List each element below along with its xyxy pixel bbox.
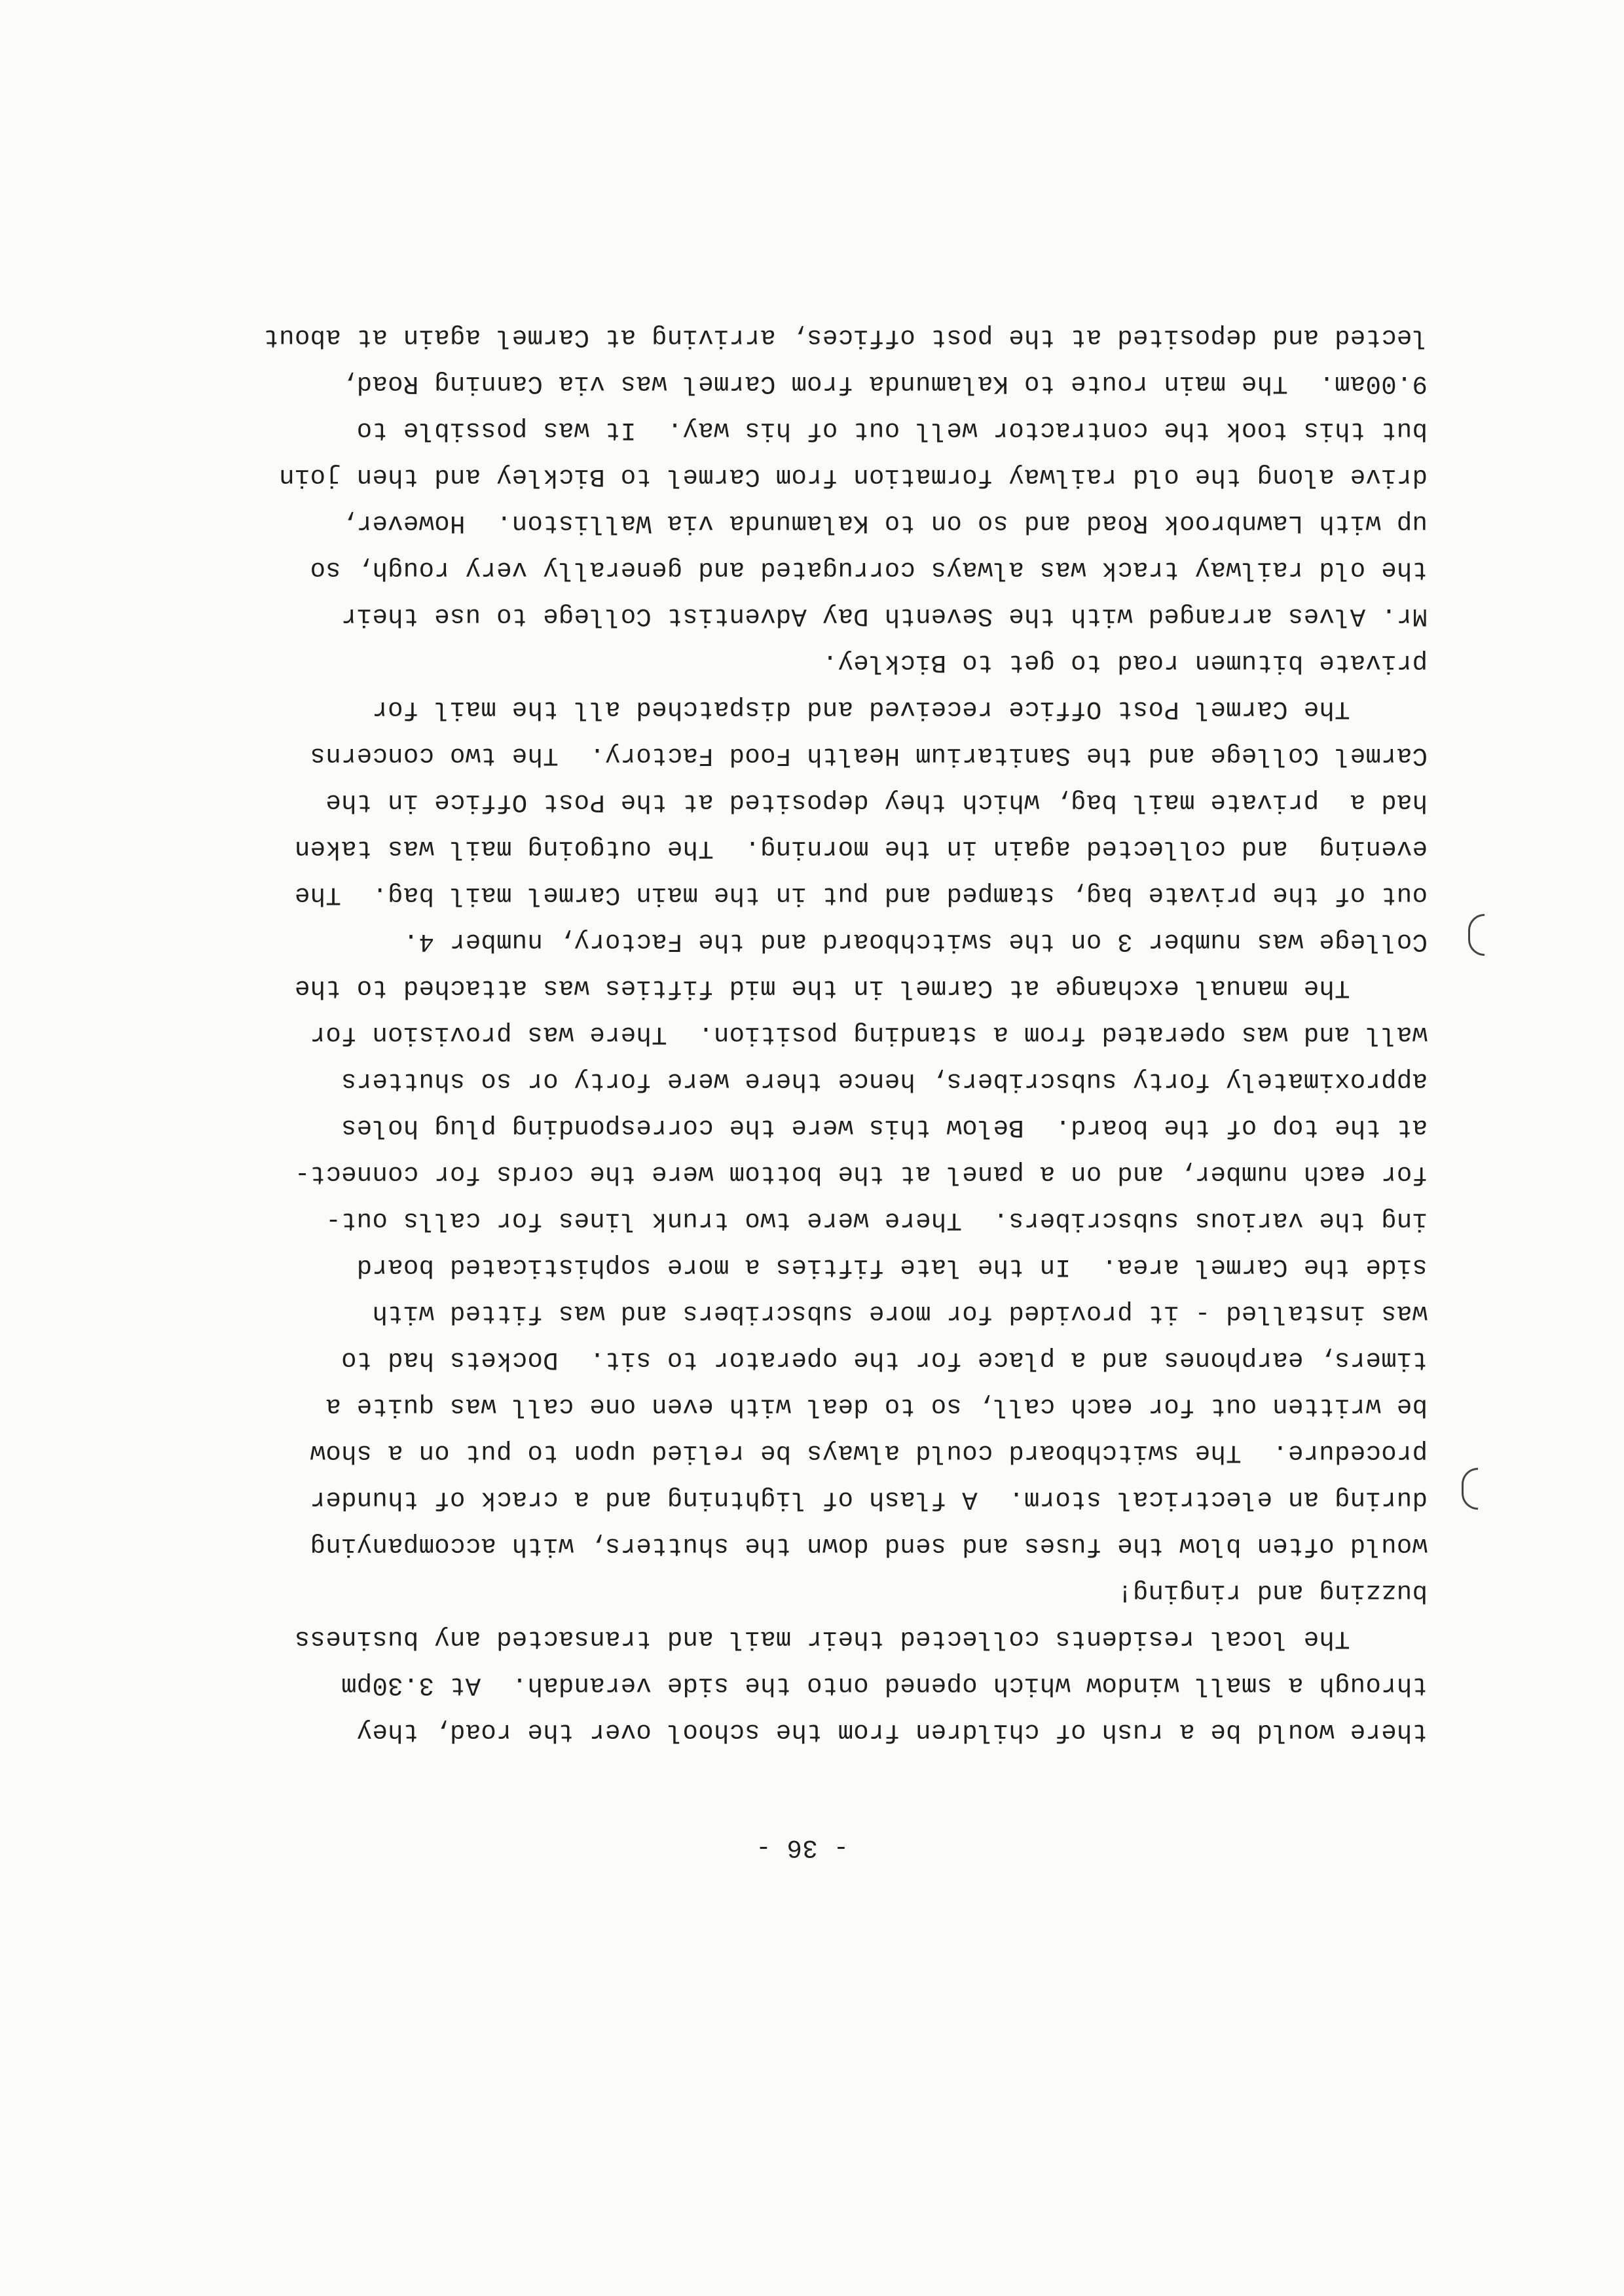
- text-line: procedure. The switchboard could always be relied upon to put on a show: [310, 1438, 1428, 1467]
- text-line: would often blow the fuses and send down the shutters, with accompanying: [310, 1531, 1428, 1560]
- page-number: - 36 -: [755, 1833, 849, 1862]
- text-line: the old railway track was always corrugated and generally very rough, so: [310, 555, 1428, 584]
- typed-text-block: [177, 314, 1428, 1870]
- text-line: side the Carmel area. In the late fifties a more sophisticated board: [356, 1252, 1428, 1281]
- text-line: The Carmel Post Office received and dispatched all the mail for: [372, 695, 1428, 723]
- text-line: ing the various subscribers. There were two trunk lines for calls out-: [325, 1206, 1428, 1235]
- text-line: up with Lawnbrook Road and so on to Kalamunda via Walliston. However,: [341, 509, 1428, 538]
- text-line: evening and collected again in the morning. The outgoing mail was taken: [294, 834, 1428, 863]
- text-line: wall and was operated from a standing position. There was provision for: [310, 1020, 1428, 1049]
- text-line: approximately forty subscribers, hence there were forty or so shutters: [341, 1066, 1428, 1095]
- text-line: The local residents collected their mail and transacted any business: [294, 1624, 1428, 1653]
- text-line: was installed - it provided for more subscribers and was fitted with: [372, 1299, 1428, 1328]
- text-line: there would be a rush of children from the school over the road, they: [356, 1717, 1428, 1746]
- text-line: for each number, and on a panel at the bottom were the cords for connect-: [294, 1159, 1428, 1188]
- text-line: private bitumen road to get to Bickley.: [822, 648, 1428, 677]
- text-line: during an electrical storm. A flash of lightning and a crack of thunder: [310, 1485, 1428, 1514]
- text-line: College was number 3 on the switchboard and the Factory, number 4.: [403, 927, 1428, 956]
- text-line: drive along the old railway formation from Carmel to Bickley and then join: [278, 462, 1428, 491]
- text-line: had a private mail bag, which they deposited at the Post Office in the: [325, 788, 1428, 816]
- text-line: out of the private bag, stamped and put in the main Carmel mail bag. The: [294, 881, 1428, 909]
- text-line: but this took the contractor well out of his way. It was possible to: [356, 416, 1428, 445]
- text-line: Carmel College and the Sanitarium Health Food Factory. The two concerns: [310, 741, 1428, 770]
- text-line: The manual exchange at Carmel in the mid fifties was attached to the: [294, 974, 1428, 1002]
- text-line: be written out for each call, so to deal with even one call was quite a: [325, 1392, 1428, 1421]
- text-line: timers, earphones and a place for the operator to sit. Dockets had to: [341, 1345, 1428, 1374]
- text-line: 9.00am. The main route to Kalamunda from Carmel was via Canning Road,: [341, 369, 1428, 398]
- text-line: Mr. Alves arranged with the Seventh Day Adventist College to use their: [341, 602, 1428, 630]
- text-line: lected and deposited at the post offices, arriving at Carmel again at about: [263, 323, 1428, 352]
- text-line: buzzing and ringing!: [1116, 1578, 1428, 1607]
- text-line: at the top of the board. Below this were the corresponding plug holes: [341, 1113, 1428, 1142]
- text-line: through a small window which opened onto the side verandah. At 3.30pm: [341, 1671, 1428, 1700]
- spacer: [177, 1755, 1428, 1824]
